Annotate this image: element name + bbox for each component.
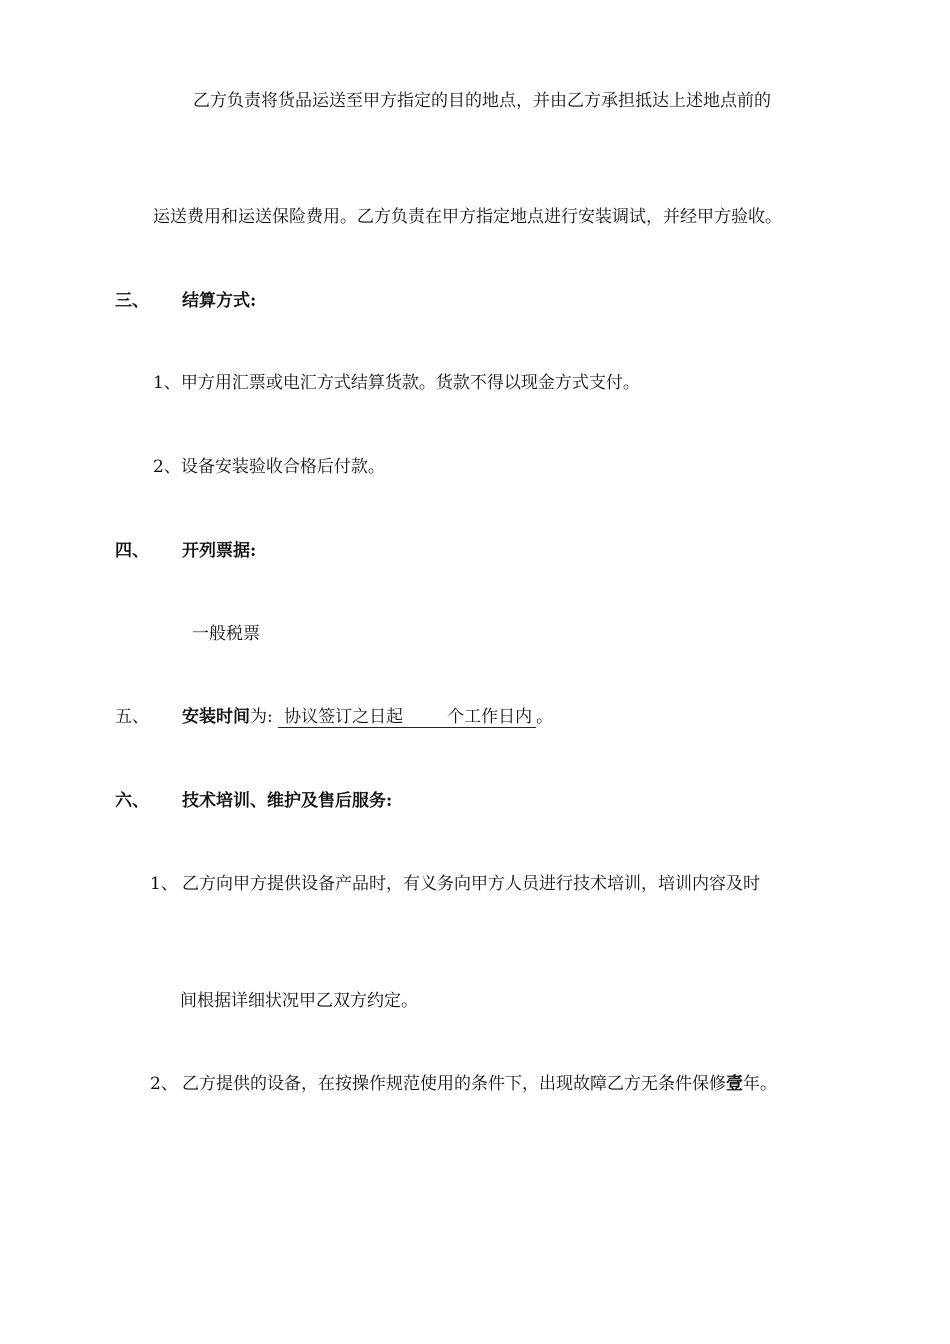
section-5-title: 安装时间 bbox=[182, 707, 250, 727]
section-6-title: 技术培训、维护及售后服务: bbox=[182, 791, 393, 811]
section-5-end: 。 bbox=[536, 707, 554, 727]
installation-time-part-2: 个工作日内 bbox=[447, 707, 533, 727]
delivery-line-2: 运送费用和运送保险费用。乙方负责在甲方指定地点进行安装调试，并经甲方验收。 bbox=[153, 207, 782, 227]
section-6-number: 六、 bbox=[115, 791, 149, 811]
section-6-item-2-text-a: 乙方提供的设备，在按操作规范使用的条件下，出现故障乙方无条件保修 bbox=[182, 1074, 726, 1094]
section-6-item-1-line-1: 乙方向甲方提供设备产品时，有义务向甲方人员进行技术培训，培训内容及时 bbox=[182, 874, 760, 894]
section-4-title: 开列票据: bbox=[182, 541, 257, 561]
section-6-item-2-text-b: 年。 bbox=[743, 1074, 777, 1094]
section-4-number: 四、 bbox=[115, 541, 149, 561]
delivery-line-1: 乙方负责将货品运送至甲方指定的目的地点，并由乙方承担抵达上述地点前的 bbox=[193, 91, 771, 111]
section-3-title: 结算方式: bbox=[182, 291, 257, 311]
section-3-item-2: 2、设备安装验收合格后付款。 bbox=[153, 457, 385, 477]
warranty-years: 壹 bbox=[726, 1074, 743, 1094]
section-4-body: 一般税票 bbox=[192, 624, 260, 644]
section-6-item-2-text bbox=[182, 1073, 777, 1095]
section-6-item-1-line-2: 间根据详细状况甲乙双方约定。 bbox=[180, 991, 418, 1011]
installation-time-field bbox=[278, 707, 536, 728]
section-6-item-1-number: 1、 bbox=[150, 874, 178, 894]
section-5-line bbox=[182, 706, 553, 728]
section-3-item-1: 1、甲方用汇票或电汇方式结算货款。货款不得以现金方式支付。 bbox=[153, 373, 640, 393]
section-5-number: 五、 bbox=[115, 707, 149, 727]
installation-time-part-1: 协议签订之日起 bbox=[284, 707, 404, 727]
section-3-number: 三、 bbox=[115, 291, 149, 311]
section-6-item-2-number: 2、 bbox=[150, 1074, 178, 1094]
section-5-suffix: 为: bbox=[250, 707, 273, 727]
